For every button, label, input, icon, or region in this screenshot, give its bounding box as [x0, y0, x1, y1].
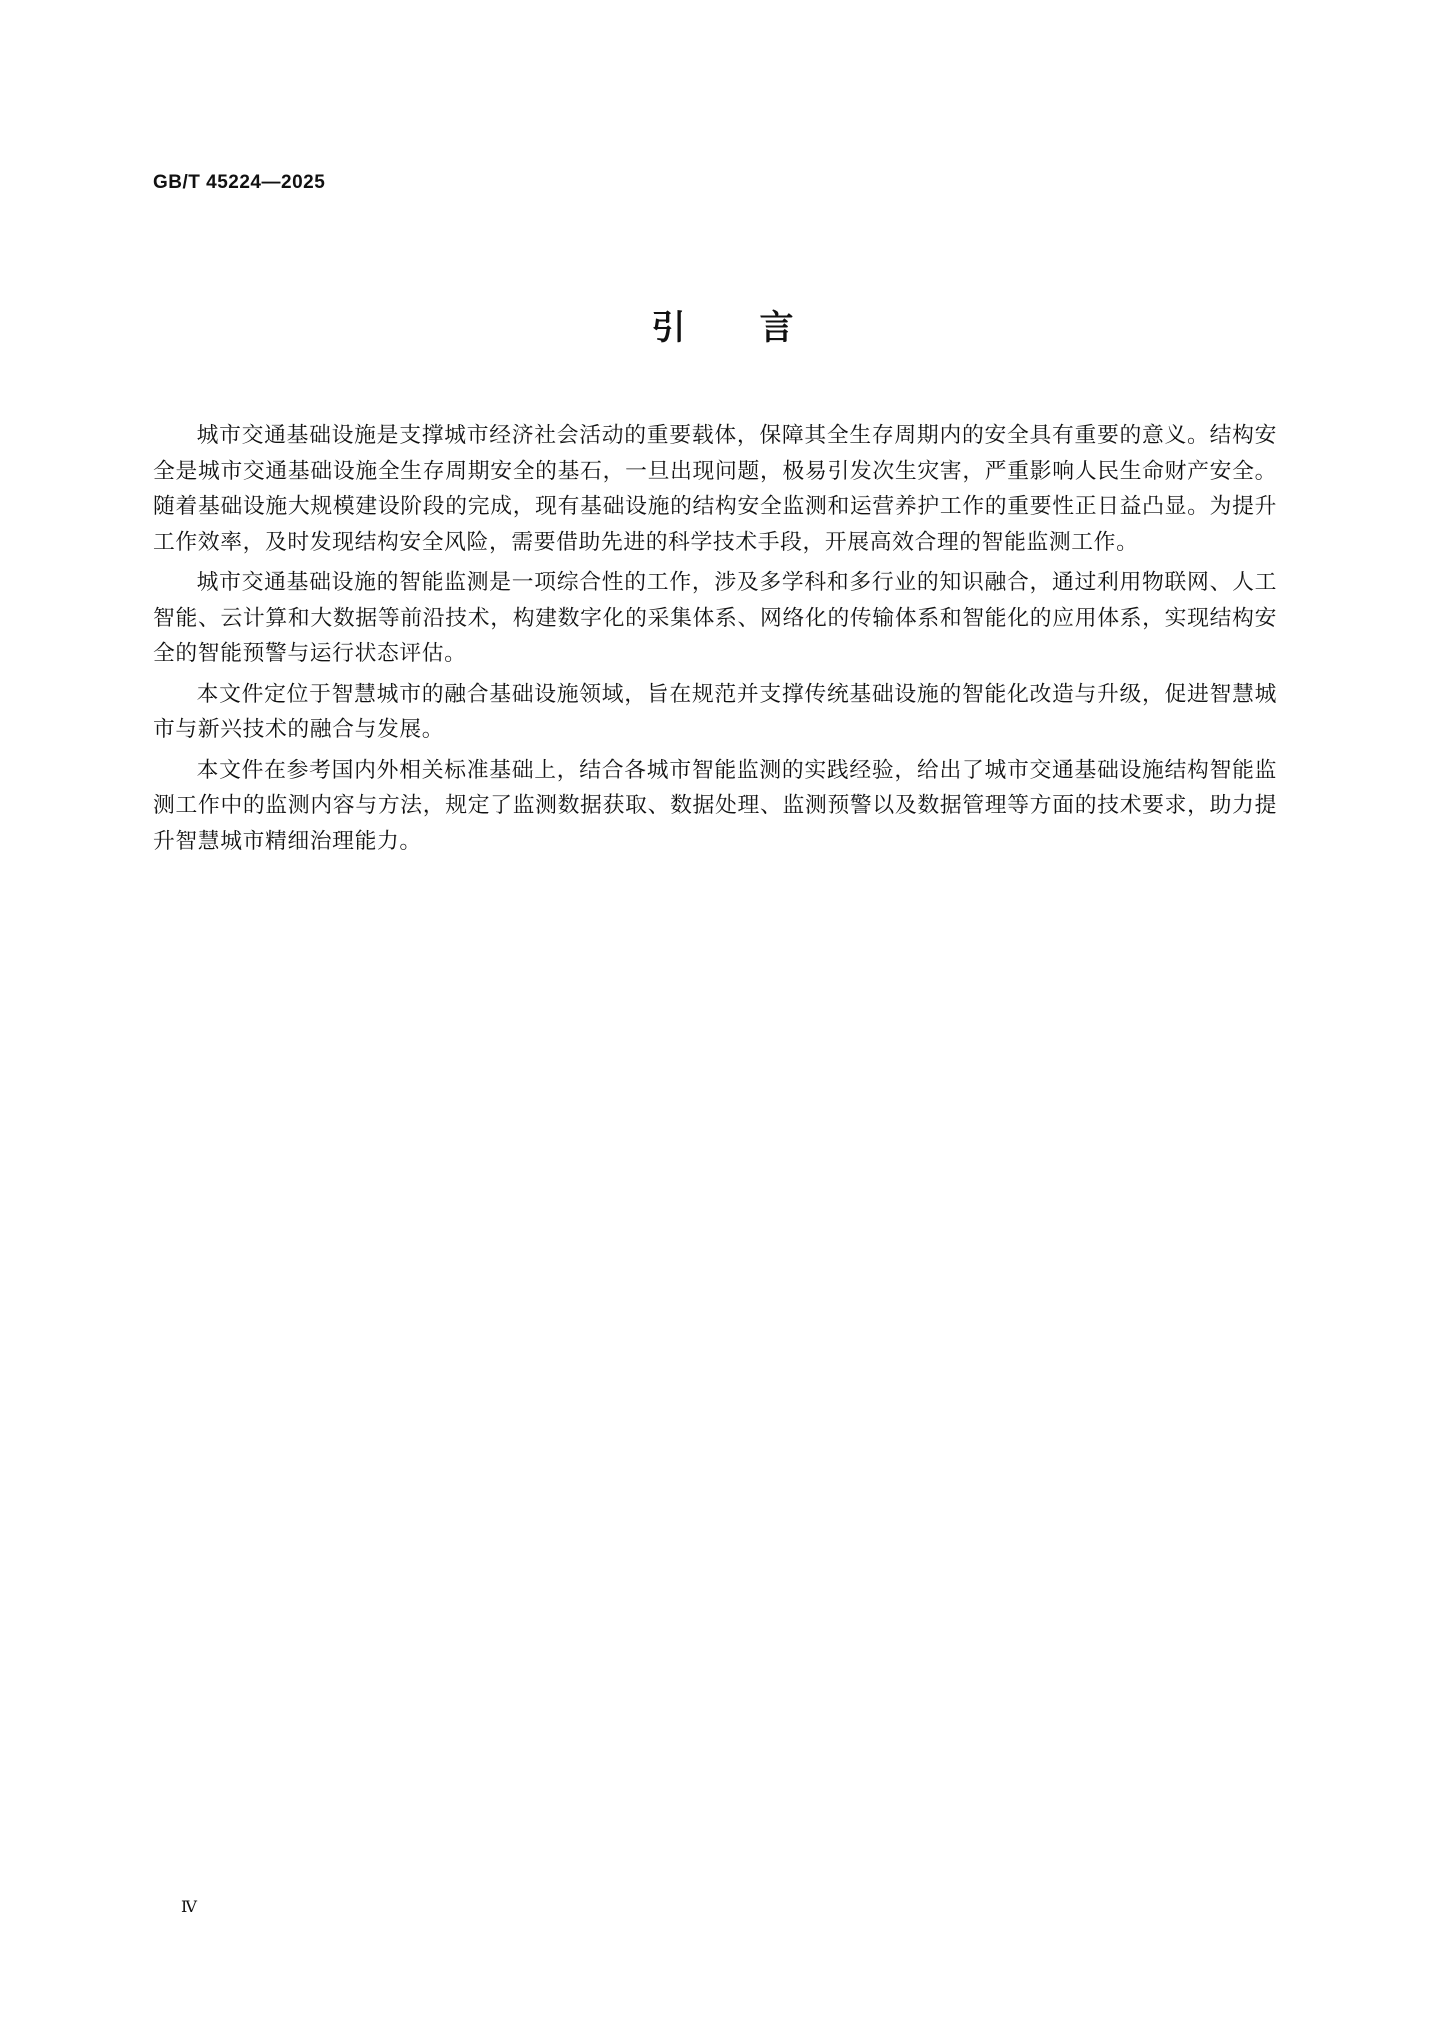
- paragraph: 本文件在参考国内外相关标准基础上，结合各城市智能监测的实践经验，给出了城市交通基础设施结构智能监测工作中的监测内容与方法，规定了监测数据获取、数据处理、监测预警以及数据管理等方面的技术要求，助力提升智慧城市精细治理能力。: [153, 757, 1277, 854]
- paragraph: 本文件定位于智慧城市的融合基础设施领域，旨在规范并支撑传统基础设施的智能化改造与升级，促进智慧城市与新兴技术的融合与发展。: [153, 681, 1277, 742]
- paragraph: 城市交通基础设施是支撑城市经济社会活动的重要载体，保障其全生存周期内的安全具有重要的意义。结构安全是城市交通基础设施全生存周期安全的基石，一旦出现问题，极易引发次生灾害，严重影响人民生命财产安全。随着基础设施大规模建设阶段的完成，现有基础设施的结构安全监测和运营养护工作的重要性正日益凸显。为提升工作效率，及时发现结构安全风险，需要借助先进的科学技术手段，开展高效合理的智能监测工作。: [153, 423, 1277, 555]
- document-code: GB/T 45224—2025: [153, 172, 326, 193]
- page-title: 引言: [651, 308, 868, 348]
- paragraph: 城市交通基础设施的智能监测是一项综合性的工作，涉及多学科和多行业的知识融合，通过利用物联网、人工智能、云计算和大数据等前沿技术，构建数字化的采集体系、网络化的传输体系和智能化的应用体系，实现结构安全的智能预警与运行状态评估。: [153, 570, 1277, 666]
- body-text: [153, 418, 1277, 864]
- page-number: Ⅳ: [181, 1897, 197, 1916]
